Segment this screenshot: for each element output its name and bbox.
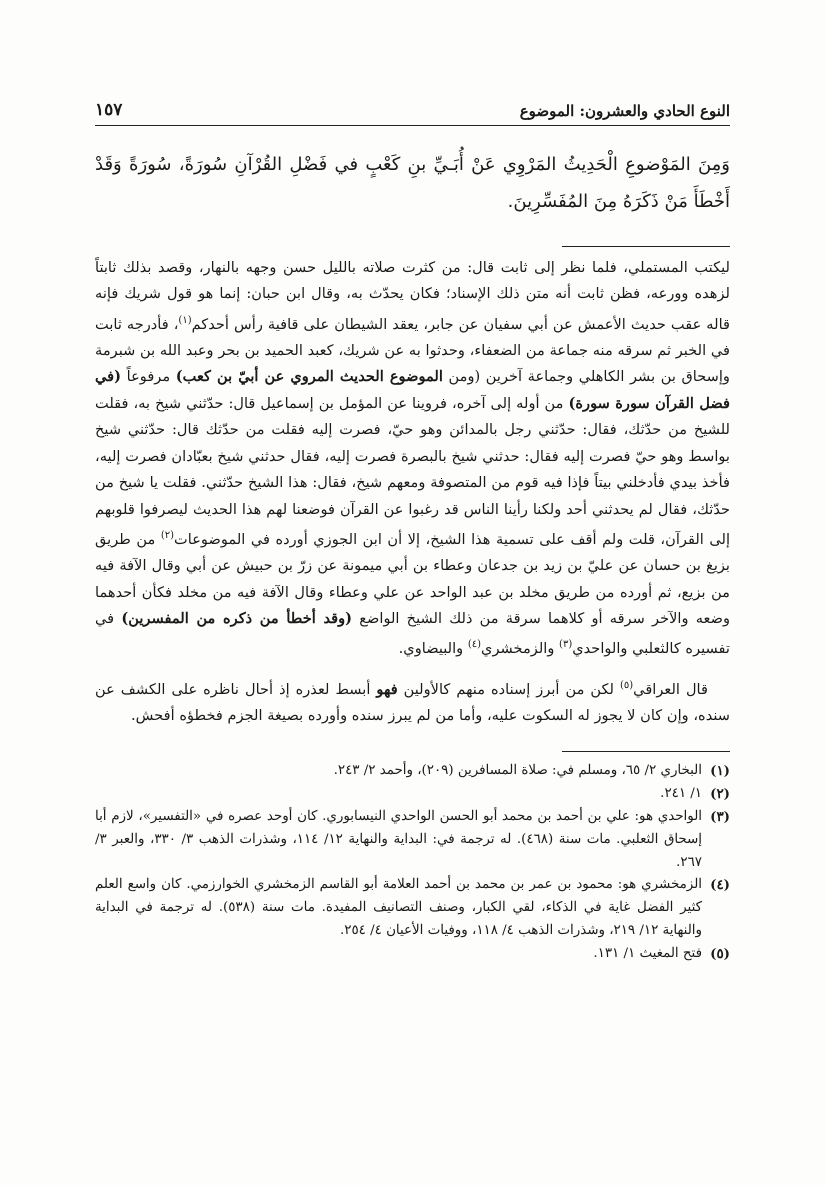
commentary-text: مرفوعاً bbox=[121, 368, 176, 386]
commentary-text: قال العراقي bbox=[633, 680, 708, 698]
footnotes-list bbox=[95, 760, 730, 965]
running-title: النوع الحادي والعشرون: الموضوع bbox=[519, 102, 730, 120]
main-text: وَمِنَ المَوْضوعِ الْحَدِيثُ المَرْوِي عَنْ أُبَـيِّ بنِ كَعْبٍ في فَضْلِ القُرْآنِ سُورَةً، سُورَةً وَقَدْ أَخْطَأَ مَنْ ذَكَرَهُ مِنَ المُفَسِّرِينَ. bbox=[95, 154, 730, 212]
footnote-item bbox=[95, 874, 730, 942]
footnote-text: الواحدي هو: علي بن أحمد بن محمد أبو الحسن الواحدي النيسابوري. كان أوحد عصره في «التفسير»، لازم أبا إسحاق الثعلبي. مات سنة (٤٦٨). له ترجمة في: البداية والنهاية ١٢/ ١١٤، وشذرات الذهب ٣/ ٣٣٠، والعبر ٣/ ٢٦٧. bbox=[95, 808, 702, 870]
page-header bbox=[95, 92, 730, 126]
book-page bbox=[95, 92, 730, 1145]
footnote-item bbox=[95, 783, 730, 806]
commentary-text: في تفسيره كالثعلبي والواحدي bbox=[95, 610, 730, 658]
commentary-text: من طريق بزيغ بن حسان عن عليّ بن زيد بن جدعان وعطاء بن أبي ميمونة عن زرّ بن حبيش عن أبي وقال الآفة فيه من بزيع، ثم أورده من طريق مخلد بن عبد الواحد عن علي وعطاء وقال الآفة فيه من مخلد فكأن أحدهما وضعه والآخر سرقه أو كلاهما سرقة من ذلك الشيخ الواضع bbox=[95, 530, 731, 627]
commentary-text: ، فأدرجه ثابت في الخبر ثم سرقه منه جماعة من الضعفاء، وحدثوا به عن شريك، كعبد الحميد بن بحر وعبد الله بن شبرمة وإسحاق بن بشر الكاهلي وجماعة آخرين (ومن bbox=[95, 315, 730, 386]
footnote-number: (٣) bbox=[710, 808, 730, 825]
footnote-ref: (٤) bbox=[467, 639, 482, 651]
commentary-text: من أوله إلى آخره، فروينا عن المؤمل بن إسماعيل قال: حدّثني شيخ به، فقلت للشيخ من حدّثك، فقال: حدّثني رجل بالمدائن وهو حيّ، فصرت إليه فقلت من حدّثك قال: حدّثني شيخ بواسط وهو حيّ فصرت إليه فقال: حدثني شيخ بالبصرة فصرت إليه، فقال حدثني شيخ بعبّادان فصرت إليه، فأخذ بيدي فأدخلني بيتاً فإذا فيه قوم من المتصوفة ومعهم شيخ، فقال: هذا الشيخ حدّثني. فقلت يا شيخ من حدّثك، فقال لم يحدثني أحد ولكنا رأينا الناس قد رغبوا عن القرآن فوضعنا لهم هذا الحديث ليصرفوا قلوبهم إلى القرآن، قلت ولم أقف على تسمية هذا الشيخ، إلا أن ابن الجوزي أورده في الموضوعات bbox=[95, 394, 730, 548]
footnote-number: (٢) bbox=[710, 786, 730, 803]
footnote-number: (٥) bbox=[710, 945, 730, 962]
footnote-item bbox=[95, 943, 730, 966]
footnote-ref: (٣) bbox=[559, 639, 573, 651]
commentary-bold: الموضوع الحديث المروي عن أبيّ بن كعب) bbox=[175, 368, 443, 386]
page-number: ١٥٧ bbox=[95, 100, 123, 120]
commentary-text: ليكتب المستملي، فلما نظر إلى ثابت قال: من كثرت صلاته بالليل حسن وجهه بالنهار، وقصد بذلك ثابتاً لزهده وورعه، فظن ثابت أنه متن ذلك الإسناد؛ فكان يحدّث به، وقال ابن حبان: إنما هو قول شريك فإنه قاله عقب حديث الأعمش عن أبي سفيان عن جابر، يعقد الشيطان على قافية رأس أحدكم bbox=[95, 259, 730, 333]
commentary-text: لكن من أبرز إسناده منهم كالأولين bbox=[397, 680, 620, 698]
footnote-number: (٤) bbox=[710, 877, 730, 894]
footnote-item bbox=[95, 806, 730, 874]
commentary-text: أبسط لعذره إذ أحال ناظره على الكشف عن سنده، وإن كان لا يجوز له السكوت عليه، وأما من لم يبرز سنده وأورده بصيغة الجزم فخطؤه أفحش. bbox=[95, 680, 730, 724]
commentary-bold: فهو bbox=[376, 680, 398, 698]
commentary-bold: (وقد أخطأ من ذكره من المفسرين) bbox=[121, 610, 353, 627]
separator-line bbox=[562, 246, 730, 247]
footnote-ref: (٢) bbox=[160, 529, 175, 541]
footnote-ref: (١) bbox=[178, 314, 192, 326]
commentary-text: والبيضاوي. bbox=[398, 640, 468, 658]
footnote-text: ١/ ٢٤١. bbox=[660, 786, 702, 802]
commentary-bold: (في فضل القرآن سورة سورة) bbox=[95, 368, 730, 412]
footnote-text: البخاري ٢/ ٦٥، ومسلم في: صلاة المسافرين (٢٠٩)، وأحمد ٢/ ٢٤٣. bbox=[333, 763, 702, 779]
commentary-text: والزمخشري bbox=[481, 640, 560, 658]
footnote-number: (١) bbox=[710, 763, 730, 780]
footnote-ref: (٥) bbox=[619, 679, 634, 691]
commentary-paragraph bbox=[95, 255, 730, 663]
footnote-text: الزمخشري هو: محمود بن عمر بن محمد بن أحمد العلامة أبو القاسم الزمخشري الخوارزمي. كان واسع العلم كثير الفضل غاية في الذكاء، لقي الكبار، وصنف التصانيف المفيدة. مات سنة (٥٣٨). له ترجمة في البداية والنهاية ١٢/ ٢١٩، وشذرات الذهب ٤/ ١١٨، ووفيات الأعيان ٤/ ٢٥٤. bbox=[95, 877, 702, 938]
footnote-item bbox=[95, 760, 730, 783]
footnote-separator bbox=[562, 751, 730, 752]
commentary-paragraph-2 bbox=[95, 673, 730, 730]
footnote-text: فتح المغيث ١/ ١٣١. bbox=[593, 945, 702, 961]
